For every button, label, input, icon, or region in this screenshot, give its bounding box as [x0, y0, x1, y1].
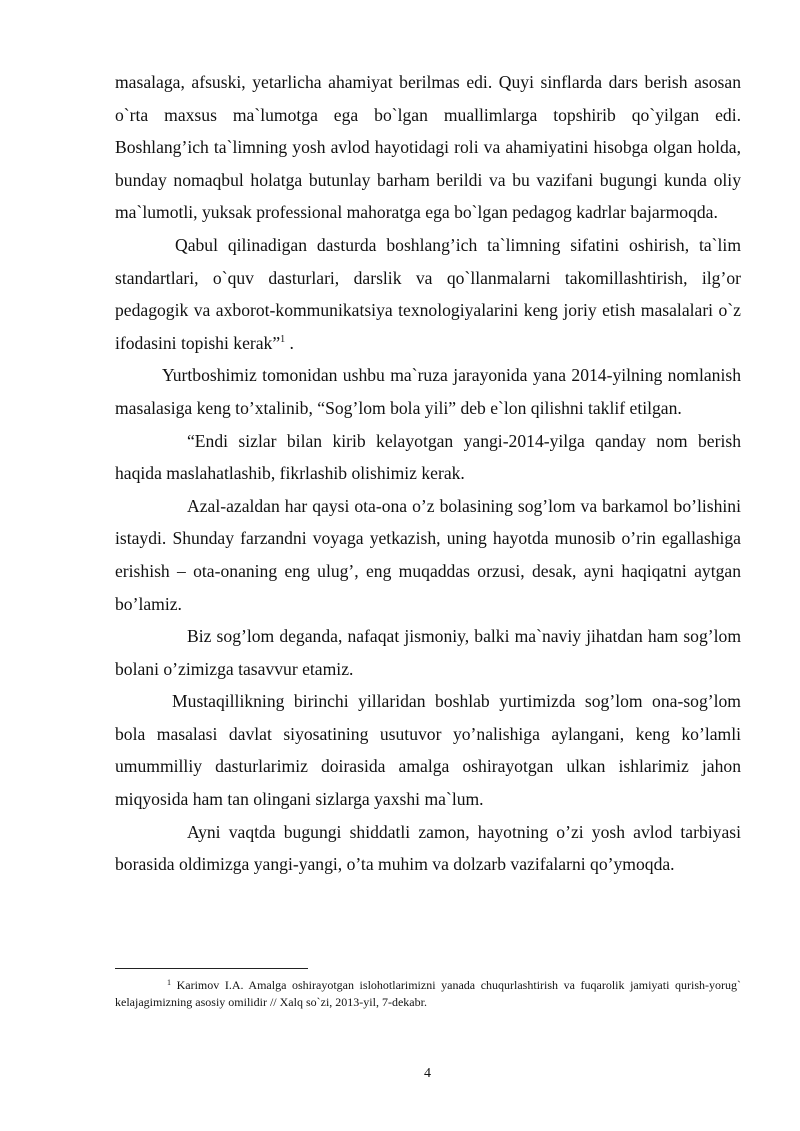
page-number: 4	[424, 1066, 431, 1081]
footnote-mark: 1	[167, 978, 171, 987]
paragraph-2	[115, 229, 741, 359]
footnote-divider	[115, 968, 308, 969]
footnote-reference[interactable]: 1	[280, 333, 286, 345]
paragraph-6: Biz sog’lom deganda, nafaqat jismoniy, balki ma`naviy jihatdan ham sog’lom bolani o’zimizga tasavvur etamiz.	[115, 626, 741, 679]
paragraph-5: Azal-azaldan har qaysi ota-ona o’z bolasining sog’lom va barkamol bo’lishini istaydi. Shunday farzandni voyaga yetkazish, uning hayotda munosib o’rin egallashiga erishish – ota-onaning eng ulug’, eng muqaddas orzusi, desak, ayni haqiqatni aytgan bo’lamiz.	[115, 495, 741, 614]
paragraph-3: Yurtboshimiz tomonidan ushbu ma`ruza jarayonida yana 2014-yilning nomlanish masalasiga keng to’xtalinib, “Sog’lom bola yili” deb e`lon qilishni taklif etilgan.	[115, 365, 741, 418]
paragraph-8: Ayni vaqtda bugungi shiddatli zamon, hayotning o’zi yosh avlod tarbiyasi borasida oldimizga yangi-yangi, o’ta muhim va dolzarb vazifalarni qo’ymoqda.	[115, 821, 741, 875]
body-text	[115, 66, 741, 881]
footnote-text: Karimov I.A. Amalga oshirayotgan islohotlarimizni yanada chuqurlashtirish va fuqarolik jamiyati qurish-yorug` kelajagimizning asosiy omilidir // Xalq so`zi, 2013-yil, 7-dekabr.	[115, 978, 741, 1009]
paragraph-2-text: Qabul qilinadigan dasturda boshlang’ich ta`limning sifatini oshirish, ta`lim standartlari, o`quv dasturlari, darslik va qo`llanmalarni takomillashtirish, ilg’or pedagogik va axborot-kommunikatsiya texnologiyalarini keng joriy etish masalalari o`z ifodasini topishi kerak”	[115, 234, 741, 353]
paragraph-2-tail: .	[285, 332, 294, 353]
paragraph-1: masalaga, afsuski, yetarlicha ahamiyat berilmas edi. Quyi sinflarda dars berish asosan o`rta maxsus ma`lumotga ega bo`lgan muallimlarga topshirib qo`yilgan edi. Boshlang’ich ta`limning yosh avlod hayotidagi roli va ahamiyatini hisobga olgan holda, bunday nomaqbul holatga butunlay barham berildi va bu vazifani bugungi kunda oliy ma`lumotli, yuksak professional mahoratga ega bo`lgan pedagog kadrlar bajarmoqda.	[115, 72, 741, 223]
paragraph-4: “Endi sizlar bilan kirib kelayotgan yangi-2014-yilga qanday nom berish haqida maslahatlashib, fikrlashib olishimiz kerak.	[115, 430, 741, 484]
paragraph-7: Mustaqillikning birinchi yillaridan boshlab yurtimizda sog’lom ona-sog’lom bola masalasi davlat siyosatining usutuvor yo’nalishiga aylangani, keng ko’lamli umummilliy dasturlarimiz doirasida amalga oshirayotgan ulkan ishlarimiz jahon miqyosida ham tan olingani sizlarga yaxshi ma`lum.	[115, 691, 741, 810]
footnote	[115, 977, 741, 1011]
